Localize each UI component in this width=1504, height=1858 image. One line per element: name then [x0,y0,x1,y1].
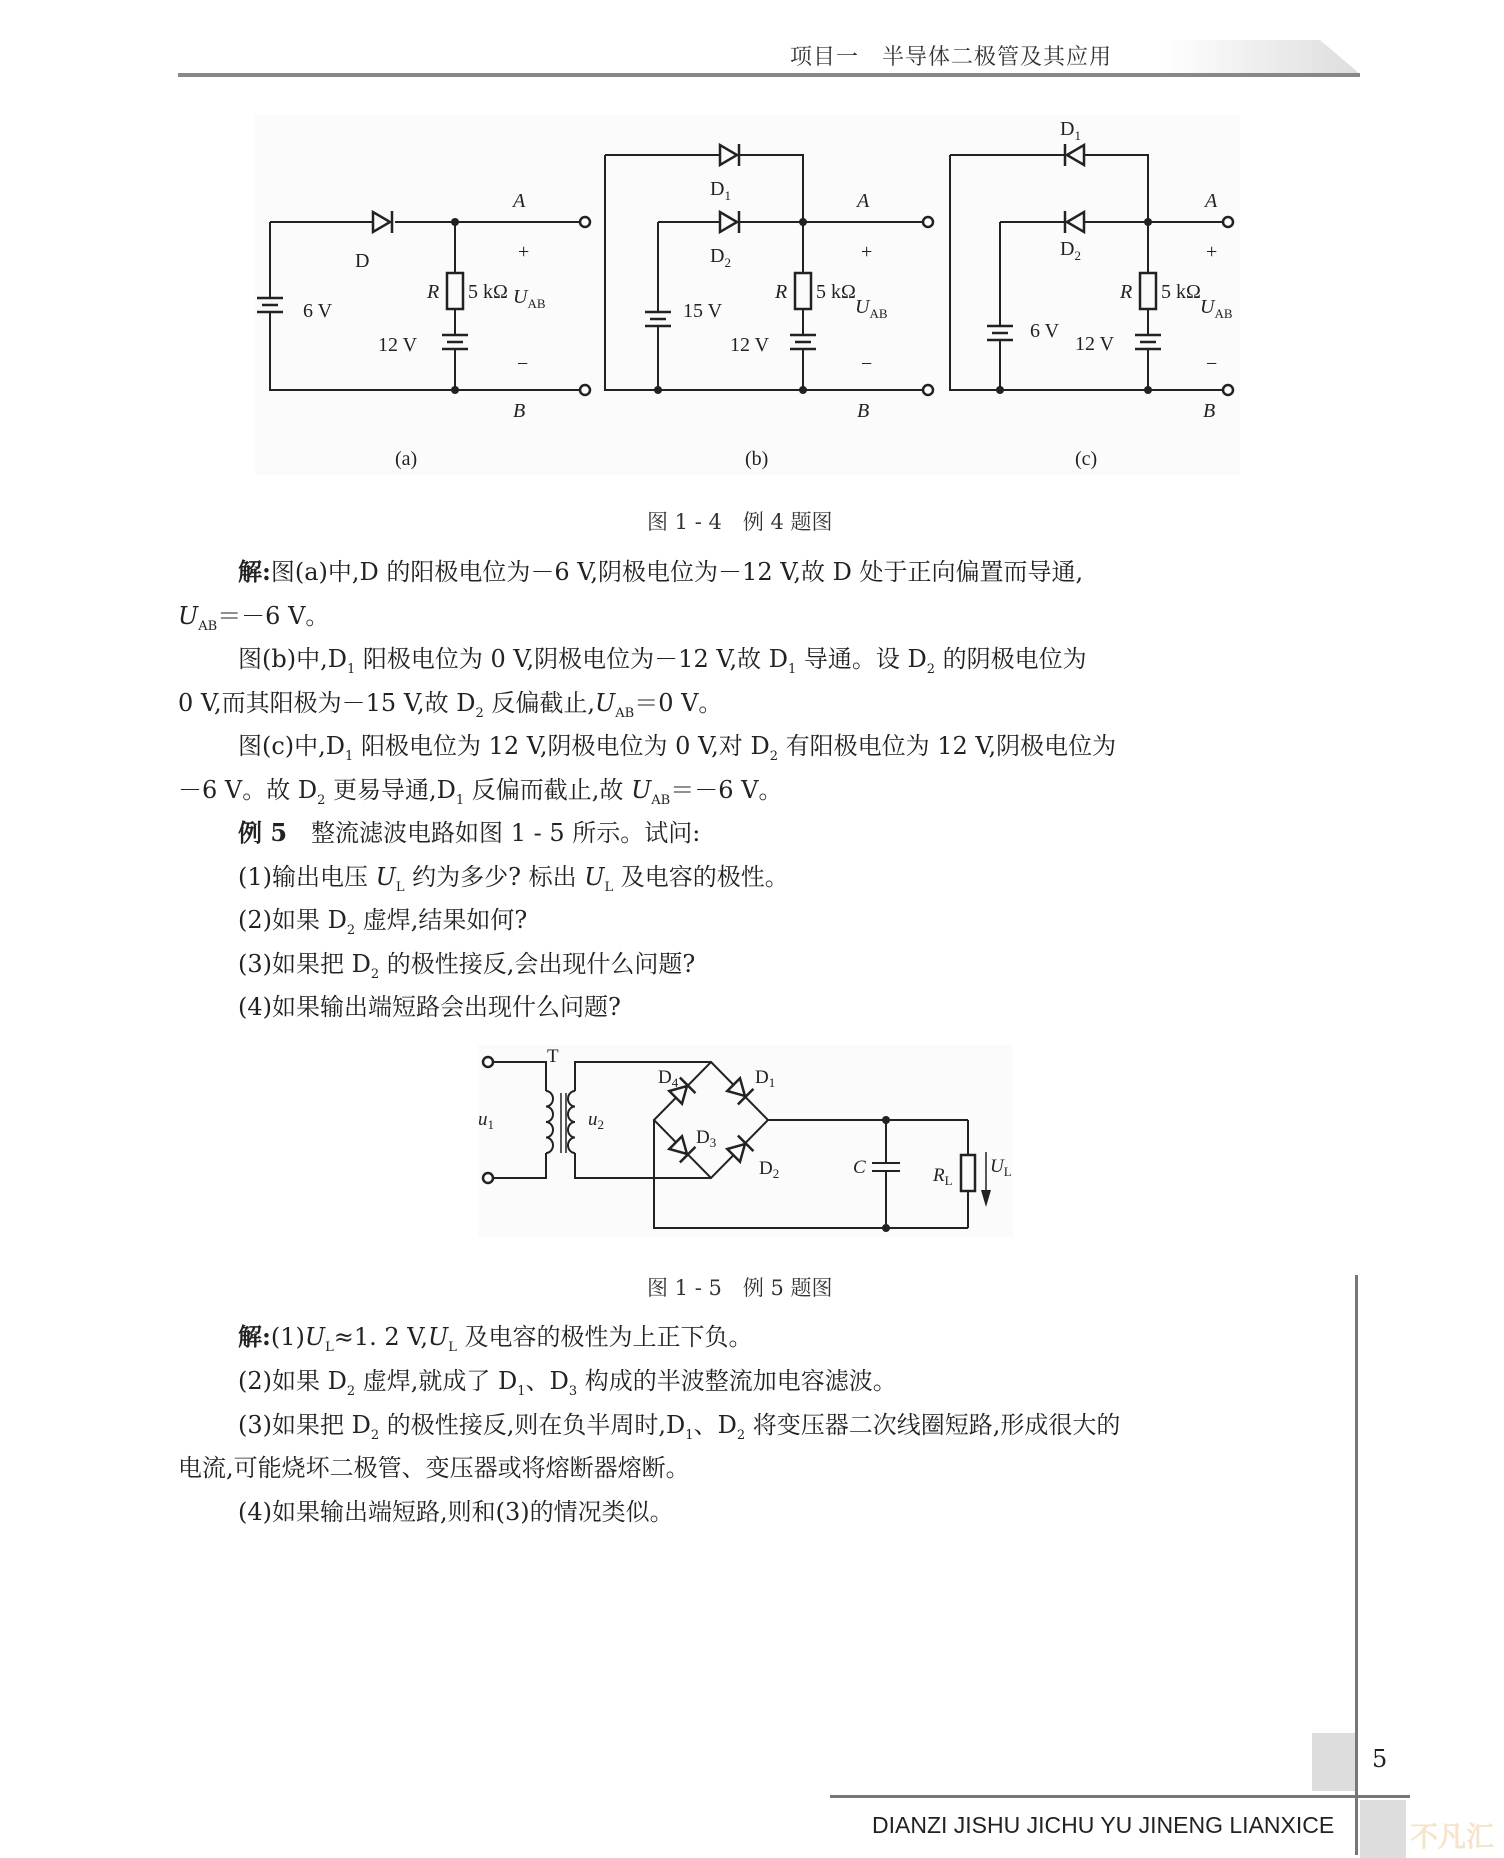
label-d3: $D_3$ [696,1127,717,1150]
terminal-b-icon [1223,385,1233,395]
label-resistor-5k: 5 kΩ [1161,281,1201,303]
label-battery-12v: 12 V [1075,333,1115,355]
label-source-6v: 6 V [303,300,333,322]
arrow-down-icon [981,1190,991,1207]
label-d2: $D_2$ [710,245,731,270]
terminal-a-icon [923,217,933,227]
label-transformer-t: T [547,1046,559,1067]
label-output-ul: $U_L$ [990,1156,1012,1179]
label-d1: $D_1$ [710,178,731,203]
solution4-para2-cont: 0 V,而其阳极为－15 V,故 $D_2$ 反偏截止$,U_{AB}=0$ V。 [178,689,723,721]
label-terminal-b: B [513,400,526,422]
solution5-s4: (4)如果输出端短路,则和(3)的情况类似。 [238,1498,674,1526]
solution4-para1: 解:图(a)中,D 的阳极电位为－6 V,阴极电位为－12 V,故 D 处于正向偏置而导通, [238,557,1084,586]
solution4-para3: 图(c)中$,D_1$ 阳极电位为 12 V,阴极电位为 0 V,对 $D_2$ 有阳极电位为 12 V,阴极电位为 [238,732,1117,764]
figure-1-4 [255,115,1240,475]
figure-1-4-svg [255,115,1240,475]
resistor-r-icon [447,273,463,309]
transformer-core-icon [561,1093,566,1153]
label-terminal-b: B [857,400,870,422]
input-terminal-top-icon [483,1057,493,1067]
label-minus: − [1206,353,1218,375]
page-number: 5 [1372,1745,1388,1773]
example5-q2: (2)如果 $D_2$ 虚焊,结果如何? [238,906,528,938]
battery-12v-icon [1135,335,1161,349]
label-plus: + [861,241,873,263]
diode-d2-reversed-icon [1067,212,1084,232]
label-terminal-a: A [513,190,526,212]
label-terminal-a: A [1205,190,1218,212]
label-d4: $D_4$ [658,1067,679,1090]
battery-12v-icon [790,335,816,349]
diode-d2-icon [720,212,737,232]
solution5-s1: 解$:(1)U_L\approx 1$. 2 $V,U_L$ 及电容的极性为上正下负。 [238,1322,753,1355]
header-tab-decoration [1160,40,1360,74]
battery-6v-icon [257,298,283,312]
label-resistor-5k: 5 kΩ [468,281,508,303]
figure-1-5-svg [478,1045,1013,1237]
figure-1-4-caption: 图 1 - 4 例 4 题图 [647,510,833,534]
figure-1-5 [478,1045,1013,1237]
chapter-header: 项目一 半导体二极管及其应用 [790,45,1113,70]
label-source-6v: 6 V [1030,320,1060,342]
label-battery-12v: 12 V [730,334,770,356]
label-minus: − [861,353,873,375]
solution5-s3: (3)如果把 $D_2$ 的极性接反,则在负半周时$,D_1$、$D_2$ 将变压器二次线圈短路,形成很大的 [238,1411,1121,1443]
resistor-rl-icon [961,1155,975,1191]
terminal-a-icon [1223,217,1233,227]
label-resistor-r: R [427,281,440,303]
label-resistor-r: R [775,281,788,303]
label-d1: $D_1$ [755,1067,776,1090]
watermark: 不凡汇 [1410,1820,1495,1853]
label-capacitor-c: C [853,1157,866,1178]
example5-q4: (4)如果输出端短路会出现什么问题? [238,993,621,1021]
footer-vertical-rule [1355,1275,1358,1855]
footer-rule [830,1795,1410,1798]
label-d1: $D_1$ [1060,118,1081,143]
input-terminal-bottom-icon [483,1173,493,1183]
secondary-coil-icon [568,1091,575,1153]
label-load-rl: $R_L$ [933,1165,953,1188]
solution4-para2: 图(b)中$,D_1$ 阳极电位为 0 V,阴极电位为－12 V,故 $D_1$ 导通。设 $D_2$ 的阴极电位为 [238,645,1087,677]
label-battery-12v: 12 V [378,334,418,356]
solution4-para3-cont: －6 V。故 $D_2$ 更易导通$,D_1$ 反偏而截止,故 $U_{AB}=-6$ V。 [178,776,783,808]
label-resistor-5k: 5 kΩ [816,281,856,303]
circuit-b [605,144,933,395]
label-uab: $U_{AB}$ [1200,296,1233,321]
label-d2: $D_2$ [1060,238,1081,263]
label-source-15v: 15 V [683,300,723,322]
primary-coil-icon [546,1091,553,1153]
diode-d-icon [373,212,390,232]
diode-d1-icon [720,145,737,165]
solution5-s3-cont: 电流,可能烧坏二极管、变压器或将熔断器熔断。 [178,1454,690,1482]
label-d2: $D_2$ [759,1158,780,1181]
panel-label-a: (a) [395,448,418,470]
label-uab: $U_{AB}$ [855,296,888,321]
figure-1-5-caption: 图 1 - 5 例 5 题图 [647,1276,833,1300]
diode-d1-reversed-icon [1067,145,1084,165]
circuit-c [950,144,1233,395]
footer-gray-square [1312,1733,1355,1791]
panel-label-c: (c) [1075,448,1098,470]
label-resistor-r: R [1120,281,1133,303]
label-terminal-a: A [857,190,870,212]
solution4-para1-cont: $U_{AB}=-6$ V。 [178,602,330,634]
label-u2: $u_2$ [588,1109,604,1132]
terminal-b-icon [580,385,590,395]
header-rule [178,73,1360,77]
label-plus: + [518,241,530,263]
solution5-s2: (2)如果 $D_2$ 虚焊,就成了 $D_1$、$D_3$ 构成的半波整流加电容滤波。 [238,1367,897,1399]
example5-title: 例 5 整流滤波电路如图 1 - 5 所示。试问: [238,818,701,847]
label-minus: − [517,353,529,375]
terminal-a-icon [580,217,590,227]
battery-6v-icon [987,326,1013,340]
label-u1: $u_1$ [478,1109,494,1132]
example5-q1: (1)输出电压 $U_L$ 约为多少? 标出 $U_L$ 及电容的极性。 [238,863,789,895]
resistor-r-icon [795,273,811,309]
label-terminal-b: B [1203,400,1216,422]
terminal-b-icon [923,385,933,395]
capacitor-c-icon [872,1120,900,1228]
label-uab: $U_{AB}$ [513,286,546,311]
label-plus: + [1206,241,1218,263]
footer-gray-square [1360,1800,1406,1858]
resistor-r-icon [1140,273,1156,309]
label-diode-d: D [355,250,370,272]
battery-12v-icon [442,335,468,349]
battery-15v-icon [645,312,671,326]
footer-book-title: DIANZI JISHU JICHU YU JINENG LIANXICE [872,1812,1335,1838]
panel-label-b: (b) [745,448,769,470]
example5-q3: (3)如果把 $D_2$ 的极性接反,会出现什么问题? [238,950,696,982]
